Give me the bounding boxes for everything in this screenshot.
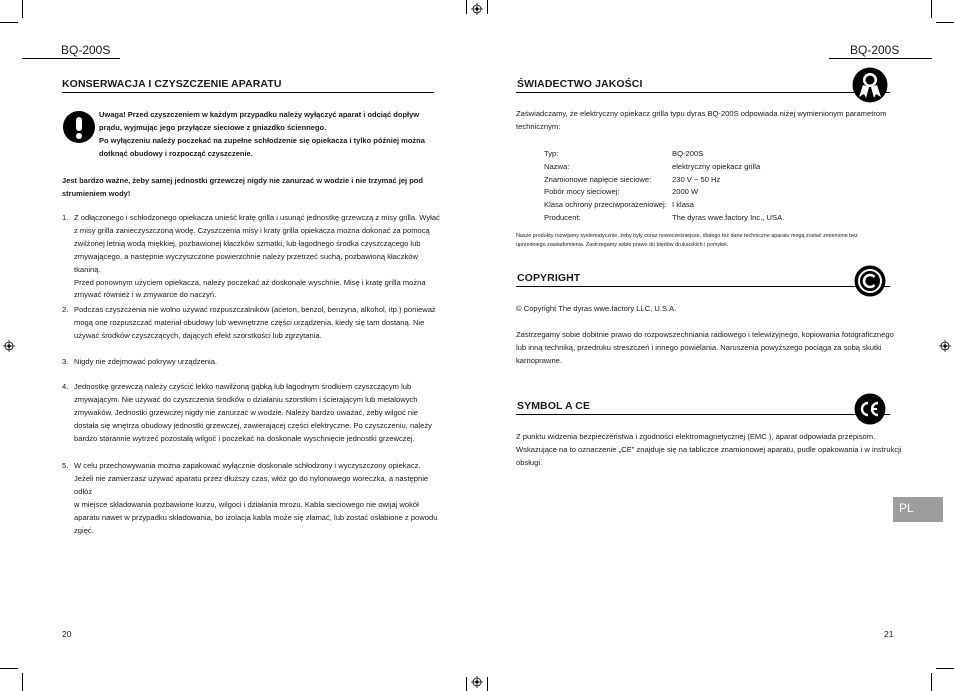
ce-text-line: Z punktu widzenia bezpieczeństwa i zgodności elektromagnetycznej (EMC ), aparat odpowiada przepisom. bbox=[516, 432, 876, 441]
copyright-text-line: Zastrzegamy sobie dobitnie prawo do rozpowszechniania radiowego i telewizyjnego, kopiowania fotograficznego bbox=[516, 330, 894, 339]
section-rule bbox=[516, 92, 890, 93]
warning-line: Po wyłączeniu należy poczekać na zupełne schłodzenie się opiekacza i tylko później można bbox=[99, 136, 425, 145]
item-line: mogą one rozpuszczać materiał obudowy lub wewnętrzne części urządzenia, kiedy się tam dostaną. Nie bbox=[74, 317, 425, 327]
crop-mark bbox=[466, 677, 467, 691]
item-number: 5. bbox=[62, 461, 69, 470]
item-line: aparatu nawet w przypadku składowania, bo izolacja kabla może się złamać, lub zostać osłabione z powodu bbox=[74, 512, 438, 522]
registration-mark-icon bbox=[3, 340, 15, 352]
quality-intro-line: technicznym: bbox=[516, 121, 561, 131]
registration-mark-icon bbox=[471, 3, 483, 15]
ce-text bbox=[516, 431, 906, 469]
header-rule bbox=[829, 58, 932, 59]
crop-mark bbox=[931, 0, 932, 18]
item-line: zmywającego, a następnie wyczyszczone powierzchnie należy przetrzeć suchą, pozbawioną kłaczków tkaniną. bbox=[74, 251, 418, 274]
crop-mark bbox=[936, 668, 954, 669]
crop-mark bbox=[0, 22, 18, 23]
param-row bbox=[544, 174, 844, 187]
model-label: BQ-200S bbox=[61, 43, 111, 57]
quality-badge-icon bbox=[852, 67, 888, 103]
language-tab bbox=[893, 497, 943, 522]
list-item bbox=[62, 460, 442, 535]
param-row bbox=[544, 199, 844, 212]
copyright-text-line: lub inną techniką, przedruku streszczeń i innego powielania. Naruszenia powyższego pociąga za sobą skutki bbox=[516, 342, 882, 352]
param-key: Klasa ochrony przeciwporażeniowej: bbox=[544, 200, 667, 210]
item-line: bardzo starannie wytrzeć pozostałą wilgoć i poczekać na doskonałe wyschnięcie jednostki grzewczej. bbox=[74, 433, 415, 443]
ce-text-line: obsługi. bbox=[516, 457, 543, 467]
item-line: używać środków czyszczących, dających efekt szorstkości lub zgrzytania. bbox=[74, 330, 322, 340]
param-key: Producent: bbox=[544, 213, 581, 222]
language-tab-label: PL bbox=[899, 501, 914, 515]
section-rule bbox=[62, 92, 434, 93]
page-number: 20 bbox=[62, 629, 72, 639]
quality-note bbox=[516, 232, 906, 251]
important-line: strumieniem wody! bbox=[62, 189, 131, 198]
page-number: 21 bbox=[884, 629, 894, 639]
item-line: z misy grilla zanieczyszczoną wodę. Czyszczenia misy i kraty grilla opiekacza można dokonać za pomocą bbox=[74, 225, 430, 235]
param-value: 230 V ~ 50 Hz bbox=[672, 174, 721, 184]
list-item bbox=[62, 212, 442, 300]
item-line: zmywaków. Jednostki grzewczej nigdy nie zanurzać w wodzie. Należy bardzo uważać, żeby wilgoć nie bbox=[74, 407, 418, 417]
item-number: 1. bbox=[62, 213, 69, 222]
warning-text bbox=[99, 108, 444, 160]
crop-mark bbox=[487, 677, 488, 691]
param-key: Typ: bbox=[544, 149, 559, 158]
param-value: BQ-200S bbox=[672, 149, 704, 158]
ce-mark-icon bbox=[854, 393, 886, 425]
item-line: Z odłączonego i schłodzonego opiekacza unieść kratę grilla i usunąć jednostkę grzewczą z misy grilla. Wyłać bbox=[74, 213, 440, 222]
quality-note-line: Nasze produkty rozwijamy systematycznie, żeby były coraz nowocześniejsze, dlatego też dane techniczne aparatu mogą zostać zmienione bez bbox=[516, 233, 858, 239]
param-row bbox=[544, 148, 844, 161]
quality-intro bbox=[516, 108, 896, 134]
param-row bbox=[544, 212, 844, 225]
param-row bbox=[544, 161, 844, 174]
param-value: 2000 W bbox=[672, 187, 699, 197]
ce-text-line: Wskazujące na to oznaczenie „CE" znajduje się na tabliczce znamionowej aparatu, pudle opakowania i w instrukcji bbox=[516, 444, 902, 454]
item-line: zgięć. bbox=[74, 525, 94, 535]
param-value: The dyras wwe.factory Inc., USA. bbox=[672, 213, 785, 222]
param-key: Pobór mocy sieciowej: bbox=[544, 187, 620, 197]
copyright-icon bbox=[854, 265, 886, 297]
crop-mark bbox=[931, 673, 932, 691]
copyright-text bbox=[516, 329, 901, 367]
section-title: KONSERWACJA I CZYSZCZENIE APARATU bbox=[62, 78, 282, 90]
section-title: SYMBOL A CE bbox=[517, 400, 591, 412]
copyright-line: © Copyright The dyras wwe.factory LLC, U.S.A. bbox=[516, 304, 677, 313]
item-line: zwilżonej letnią wodą miękkiej, pozbawionej kłaczków szmatki, lub łagodnego środka czyszczącego lub bbox=[74, 238, 421, 248]
section-title: COPYRIGHT bbox=[517, 272, 581, 284]
section-title: ŚWIADECTWO JAKOŚCI bbox=[517, 78, 643, 90]
param-value: elektryczny opiekacz grilla bbox=[672, 161, 761, 171]
registration-mark-icon bbox=[471, 676, 483, 688]
section-rule bbox=[516, 414, 890, 415]
header-rule bbox=[22, 58, 120, 59]
item-line: W celu przechowywania można zapakować wyłącznie doskonale schłodzony i wyczyszczony opiekacz. bbox=[74, 461, 421, 470]
list-item bbox=[62, 356, 442, 370]
item-line: zmywać również i w zmywarce do naczyń. bbox=[74, 290, 217, 300]
important-note bbox=[62, 174, 447, 200]
item-line: Nigdy nie zdejmować pokrywy urządzenia. bbox=[74, 357, 218, 366]
crop-mark bbox=[0, 668, 18, 669]
warning-line: Uwaga! Przed czyszczeniem w każdym przypadku należy wyłączyć aparat i odciąć dopływ bbox=[99, 110, 420, 119]
warning-line: prądu, wyjmując jego przyłącze sieciowe z gniazdko ściennego. bbox=[99, 123, 327, 132]
item-line: w miejsce składowania pozbawione kurzu, wilgoci i działania mrozu. Kabla sieciowego nie owijaj wokół bbox=[74, 499, 419, 509]
warning-line: dotknąć obudowy i rozpocząć czyszczenie. bbox=[99, 149, 253, 158]
exclamation-icon bbox=[63, 111, 95, 143]
item-line: Przed ponownym użyciem opiekacza, należy poczekać aż doskonale wyschnie. Misę i kratę grilla można bbox=[74, 277, 426, 287]
list-item bbox=[62, 304, 442, 344]
crop-mark bbox=[22, 673, 23, 691]
important-line: Jest bardzo ważne, żeby samej jednostki grzewczej nigdy nie zanurzać w wodzie i nie trzymać jej pod bbox=[62, 176, 423, 185]
registration-mark-icon bbox=[939, 340, 951, 352]
copyright-text-line: karnoprawne. bbox=[516, 355, 563, 365]
item-number: 2. bbox=[62, 305, 69, 314]
quality-note-line: uprzedniego zawiadomienia. Zastrzegamy sobie prawo do błędów drukarskich i pomyłek. bbox=[516, 242, 729, 249]
param-value: I klasa bbox=[672, 200, 694, 210]
item-line: zmywającym. Nie używać do czyszczenia środków o działaniu szorstkim i ścierającym lub metalowych bbox=[74, 394, 418, 404]
item-line: Podczas czyszczenia nie wolno używać rozpuszczalników (aceton, benzol, benzyna, alkohol, itp.) ponieważ bbox=[74, 305, 436, 314]
item-line: Jednostkę grzewczą należy czyścić lekko nawilżoną gąbką lub łagodnym środkiem czyszczącym lub bbox=[74, 382, 412, 391]
list-item bbox=[62, 381, 442, 447]
section-rule bbox=[516, 286, 890, 287]
param-row bbox=[544, 186, 844, 199]
param-key: Nazwa: bbox=[544, 161, 570, 171]
item-number: 3. bbox=[62, 357, 69, 366]
model-label: BQ-200S bbox=[850, 43, 900, 57]
crop-mark bbox=[936, 22, 954, 23]
crop-mark bbox=[487, 0, 488, 14]
crop-mark bbox=[466, 0, 467, 14]
item-number: 4. bbox=[62, 382, 69, 391]
quality-intro-line: Zaświadczamy, że elektryczny opiekacz grilla typu dyras BQ-200S odpowiada niżej wymienionym parametrom bbox=[516, 109, 887, 118]
param-key: Znamionowe napięcie sieciowe: bbox=[544, 174, 652, 184]
crop-mark bbox=[22, 0, 23, 18]
item-line: Jeżeli nie zamierzasz używać aparatu przez dłuższy czas, włóż go do nylonowego woreczka, a następnie odłóż bbox=[74, 473, 429, 496]
item-line: dostała się wnętrza obudowy jednostki grzewczej, zawierającej części elektryczne. Po czyszczeniu, należy bbox=[74, 420, 432, 430]
